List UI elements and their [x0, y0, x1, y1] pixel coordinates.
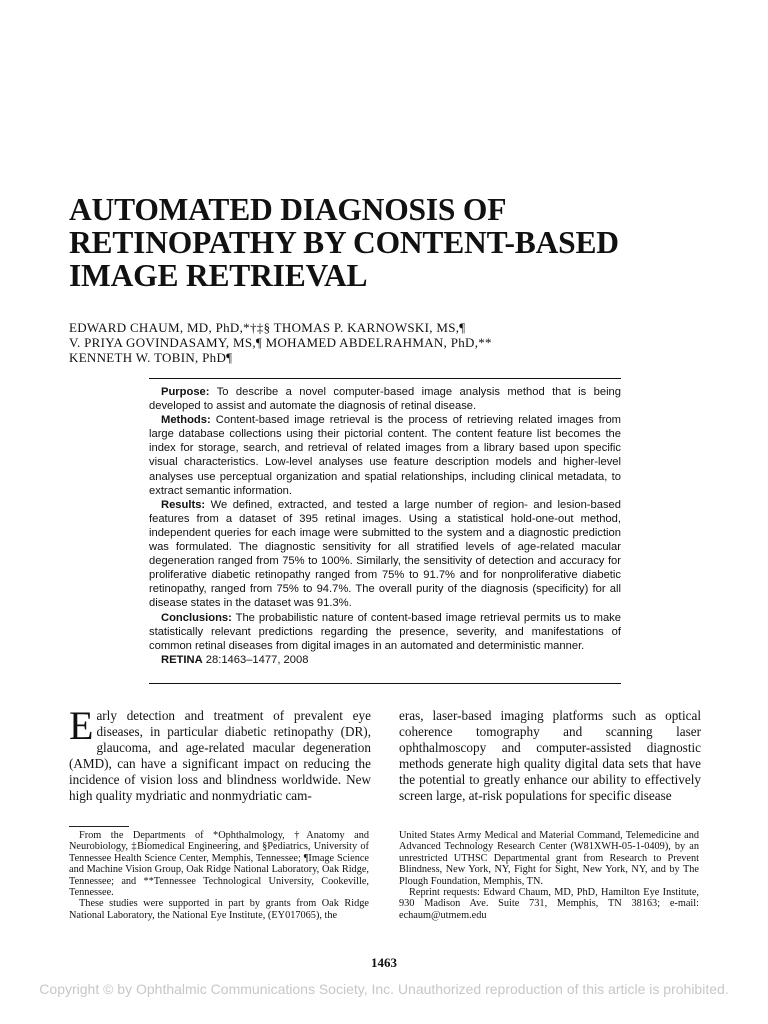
- intro-continued: eras, laser-based imaging platforms such as optical coherence tomography and scanning laser ophthalmoscopy and computer-assisted diagnostic methods generate high quality digital data sets that have the potential to greatly enhance our ability to effectively screen large, at-risk populations for specific disease: [399, 708, 701, 803]
- body-column-right: [399, 708, 701, 804]
- results-label: Results:: [161, 498, 206, 511]
- purpose-label: Purpose:: [161, 386, 210, 398]
- abstract-results: [149, 498, 621, 611]
- purpose-text: To describe a novel computer-based image analysis method that is being developed to assist and automate the diagnosis of retinal disease.: [149, 386, 621, 413]
- conclusions-text: The probabilistic nature of content-based image retrieval permits us to make statistically relevant predictions regarding the presence, severity, and manifestations of common retinal diseases from digital images in an automated and deterministic manner.: [149, 611, 621, 652]
- abstract-bottom-rule: [149, 683, 621, 684]
- reprint-requests: Reprint requests: Edward Chaum, MD, PhD, Hamilton Eye Institute, 930 Madison Ave. Suite 731, Memphis, TN 38163; e-mail: echaum@utmem.edu: [399, 887, 699, 921]
- abstract-conclusions: [149, 611, 621, 653]
- abstract-methods: [149, 413, 621, 498]
- abstract: [149, 385, 621, 667]
- intro-text: arly detection and treatment of prevalent eye diseases, in particular diabetic retinopathy (DR), glaucoma, and age-related macular degeneration (AMD), can have a significant impact on reducing the incidence of vision loss and blindness worldwide. New high quality mydriatic and nonmydriatic cam-: [69, 708, 371, 803]
- article-title: AUTOMATED DIAGNOSIS OF RETINOPATHY BY CONTENT-BASED IMAGE RETRIEVAL: [69, 192, 619, 293]
- citation-ref: 28:1463–1477, 2008: [202, 653, 309, 666]
- intro-paragraph: [69, 703, 371, 804]
- footnote-rule: [69, 826, 129, 827]
- copyright-notice: Copyright © by Ophthalmic Communications Society, Inc. Unauthorized reproduction of this article is prohibited.: [39, 981, 729, 997]
- conclusions-label: Conclusions:: [161, 611, 232, 624]
- citation-journal: RETINA: [161, 653, 203, 666]
- affiliations-footnote: From the Departments of *Ophthalmology, †Anatomy and Neurobiology, ‡Biomedical Engineering, and §Pediatrics, University of Tennessee Health Science Center, Memphis, Tennessee; ¶Image Science and Machine Vision Group, Oak Ridge National Laboratory, Oak Ridge, Tennessee; and **Tennessee Technological University, Cookeville, Tennessee.: [69, 830, 369, 899]
- funding-footnote: These studies were supported in part by grants from Oak Ridge National Laboratory, the National Eye Institute, (EY017065), the: [69, 898, 369, 921]
- footnotes-right: [399, 830, 699, 921]
- footnotes-left: [69, 830, 369, 921]
- results-text: We defined, extracted, and tested a large number of region- and lesion-based features from a dataset of 395 retinal images. Using a statistical hold-one-out method, independent queries for each image were submitted to the system and a diagnostic prediction was formulated. The diagnostic sensitivity for all stratified levels of age-related macular degeneration ranged from 75% to 100%. Similarly, the sensitivity of detection and accuracy for proliferative diabetic retinopathy ranged from 75% to 91.7% and for nonproliferative diabetic retinopathy, ranged from 75% to 94.7%. The overall purity of the diagnosis (specificity) for all disease states in the dataset was 91.3%.: [149, 498, 621, 610]
- page-number: 1463: [371, 955, 397, 970]
- citation: [149, 653, 621, 667]
- abstract-purpose: [149, 385, 621, 413]
- funding-continued: United States Army Medical and Material Command, Telemedicine and Advanced Technology Research Center (W81XWH-05-1-0409), by an unrestricted UTHSC Departmental grant from Research to Prevent Blindness, New York, NY, Fight for Sight, New York, NY, and by The Plough Foundation, Memphis, TN.: [399, 830, 699, 887]
- abstract-top-rule: [149, 378, 621, 379]
- author-list: EDWARD CHAUM, MD, PhD,*†‡§ THOMAS P. KARNOWSKI, MS,¶ V. PRIYA GOVINDASAMY, MS,¶ MOHAMED ABDELRAHMAN, PhD,** KENNETH W. TOBIN, PhD¶: [69, 320, 492, 365]
- methods-label: Methods:: [161, 414, 211, 427]
- drop-cap: E: [69, 703, 94, 748]
- methods-text: Content-based image retrieval is the process of retrieving related images from large database collections using their pictorial content. The content feature list becomes the index for storage, search, and retrieval of related images from a library based upon specific visual characteristics. Low-level analyses use feature description models and higher-level analyses use perceptual organization and spatial relationships, including clinical metadata, to extract semantic information.: [149, 414, 621, 497]
- body-column-left: [69, 703, 371, 804]
